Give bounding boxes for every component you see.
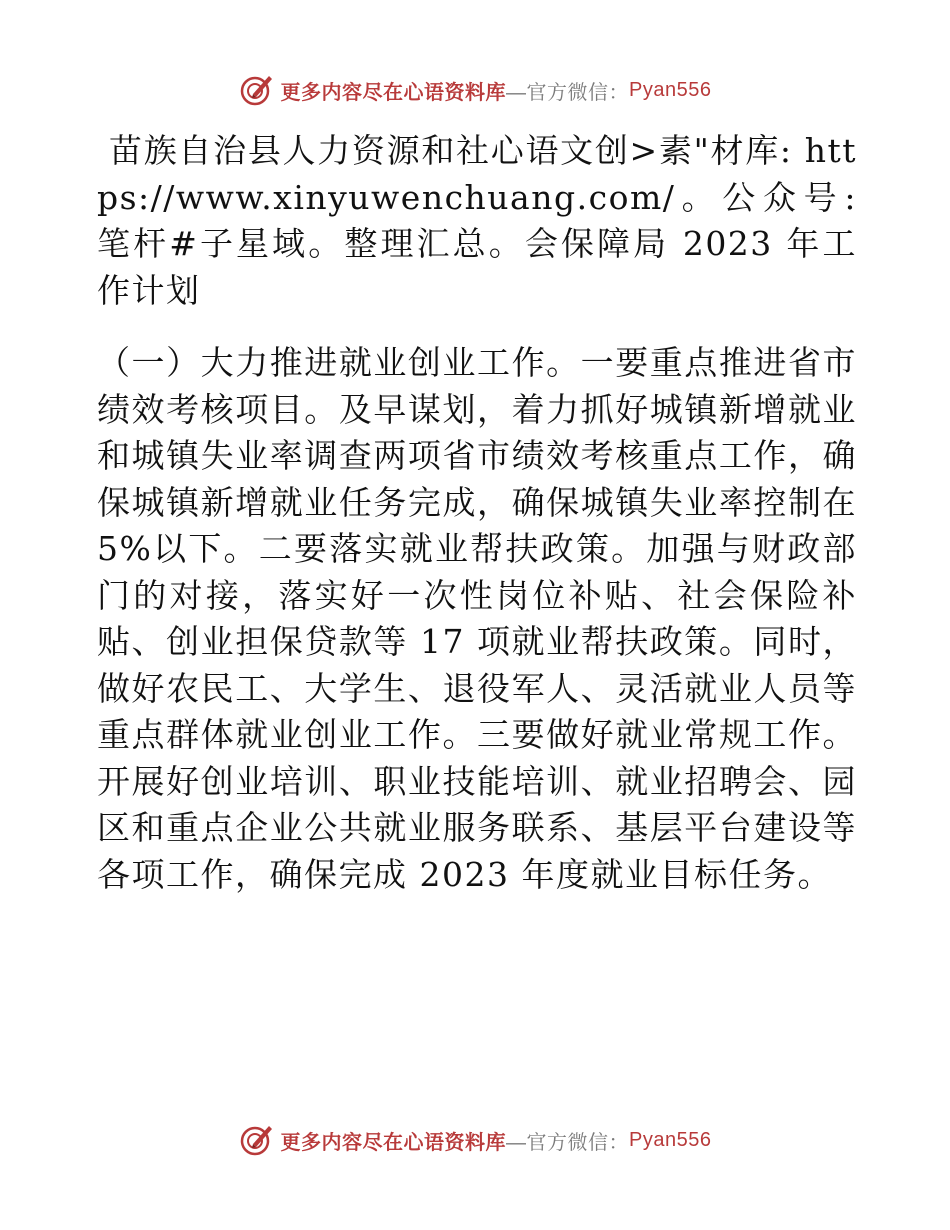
document-body — [97, 128, 857, 898]
title-paragraph: 苗族自治县人力资源和社心语文创>素"材库: https://www.xinyuwenchuang.com/。公众号: 笔杆#子星域。整理汇总。会保障局 2023 年工作计划 — [97, 131, 857, 310]
banner-wechat-id: Pyan556 — [629, 1128, 712, 1151]
footer-banner — [0, 1120, 950, 1160]
banner-separator-text: —官方微信： — [506, 81, 630, 104]
banner-main-text: 更多内容尽在心语资料库 — [280, 81, 507, 104]
pen-logo-icon — [239, 72, 275, 108]
banner-separator-text: —官方微信： — [506, 1131, 630, 1154]
banner-wechat-id: Pyan556 — [629, 78, 712, 101]
banner-main-text: 更多内容尽在心语资料库 — [280, 1131, 507, 1154]
pen-logo-icon — [239, 1122, 275, 1158]
body-paragraph: （一）大力推进就业创业工作。一要重点推进省市绩效考核项目。及早谋划，着力抓好城镇新增就业和城镇失业率调查两项省市绩效考核重点工作，确保城镇新增就业任务完成，确保城镇失业率控制在 5%以下。二要落实就业帮扶政策。加强与财政部门的对接，落实好一次性岗位补贴、社会保险补贴、创业担保贷款等 17 项就业帮扶政策。同时，做好农民工、大学生、退役军人、灵活就业人员等重点群体就业创业工作。三要做好就业常规工作。开展好创业培训、职业技能培训、就业招聘会、园区和重点企业公共就业服务联系、基层平台建设等各项工作，确保完成 2023 年度就业目标任务。 — [97, 343, 857, 894]
header-banner — [0, 70, 950, 110]
